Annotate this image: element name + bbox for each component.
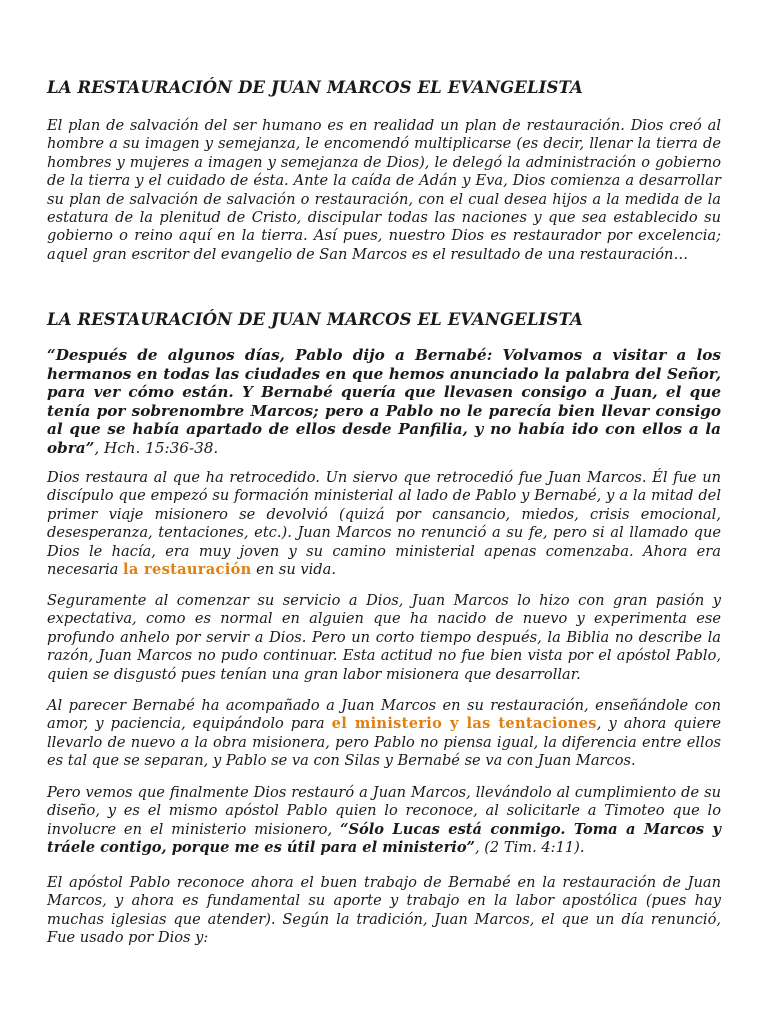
link-la-restauracion[interactable]: la restauración [123,561,252,579]
paragraph-seguramente: Seguramente al comenzar su servicio a Dios, Juan Marcos lo hizo con gran pasión y expectativa, como es normal en alguien que ha nacido de nuevo y experimenta ese profundo anhelo por servir a Dios. Pero un corto tiempo después, la Biblia no describe la razón, Juan Marcos no pudo continuar. Esta actitud no fue bien vista por el apóstol Pablo, quien se disgustó pues tenían una gran labor misionera que desarrollar. [47,592,721,683]
paragraph-text: Pero vemos que finalmente Dios restauró a Juan Marcos, llevándolo al cumplimiento de su diseño, y es el mismo apóstol Pablo quien lo reconoce, al solicitarle a Timoteo que lo involucre en el ministerio misionero, [47,784,721,838]
intro-paragraph: El plan de salvación del ser humano es en realidad un plan de restauración. Dios creó al hombre a su imagen y semejanza, le encomendó multiplicarse (es decir, llenar la tierra de hombres y mujeres a imagen y semejanza de Dios), le delegó la administración o gobierno de la tierra y el cuidado de ésta. Ante la caída de Adán y Eva, Dios comienza a desarrollar su plan de salvación de salvación o restauración, con el cual desea hijos a la medida de la estatura de la plenitud de Cristo, discipular todas las naciones y que sea establecido su gobierno o reino aquí en la tierra. Así pues, nuestro Dios es restaurador por excelencia; aquel gran escritor del evangelio de San Marcos es el resultado de una restauración… [47,117,721,263]
paragraph-text: Dios restaura al que ha retrocedido. Un siervo que retrocedió fue Juan Marcos. Él fue un discípulo que empezó su formación ministerial al lado de Pablo y Bernabé, y a la mitad del primer viaje misionero se devolvió (quizá por cansancio, miedos, crisis emocional, desesperanza, tentaciones, etc.). Juan Marcos no renunció a su fe, pero si al llamado que Dios le hacía, era muy joven y su camino ministerial apenas comenzaba. Ahora era necesaria [47,469,721,579]
paragraph-text: , (2 Tim. 4:11). [474,839,585,857]
paragraph-text: , y ahora quiere llevarlo de nuevo a la obra misionera, pero Pablo no piensa igual, la diferencia entre ellos es tal que se separan, y Pablo se va con Silas y Bernabé se va con Juan Marcos. [47,715,721,770]
page-title: LA RESTAURACIÓN DE JUAN MARCOS EL EVANGELISTA [47,78,583,97]
timothy-quote: “Sólo Lucas está conmigo. Toma a Marcos y tráele contigo, porque me es útil para el ministerio” [47,820,721,857]
paragraph-restaura [47,469,721,579]
paragraph-apostol: El apóstol Pablo reconoce ahora el buen trabajo de Bernabé en la restauración de Juan Marcos, y ahora es fundamental su aporte y trabajo en la labor apostólica (pues hay muchas iglesias que atender). Según la tradición, Juan Marcos, el que un día renunció, Fue usado por Dios y: [47,874,721,947]
quote-text: “Después de algunos días, Pablo dijo a Bernabé: Volvamos a visitar a los hermanos en todas las ciudades en que hemos anunciado la palabra del Señor, para ver cómo están. Y Bernabé quería que llevasen consigo a Juan, el que tenía por sobrenombre Marcos; pero a Pablo no le parecía bien llevar consigo al que se había apartado de ellos desde Panfilia, y no había ido con ellos a la obra” [47,346,721,457]
paragraph-text: en su vida. [251,561,336,579]
section-title: LA RESTAURACIÓN DE JUAN MARCOS EL EVANGELISTA [47,310,583,329]
paragraph-text: Al parecer Bernabé ha acompañado a Juan Marcos en su restauración, enseñándole con amor, y paciencia, equipándolo para [47,697,721,733]
scripture-quote [47,346,721,458]
paragraph-bernabe [47,697,721,771]
paragraph-finalmente [47,784,721,858]
link-ministerio-tentaciones[interactable]: el ministerio y las tentaciones [331,715,597,733]
quote-reference: , Hch. 15:36-38. [94,438,219,457]
